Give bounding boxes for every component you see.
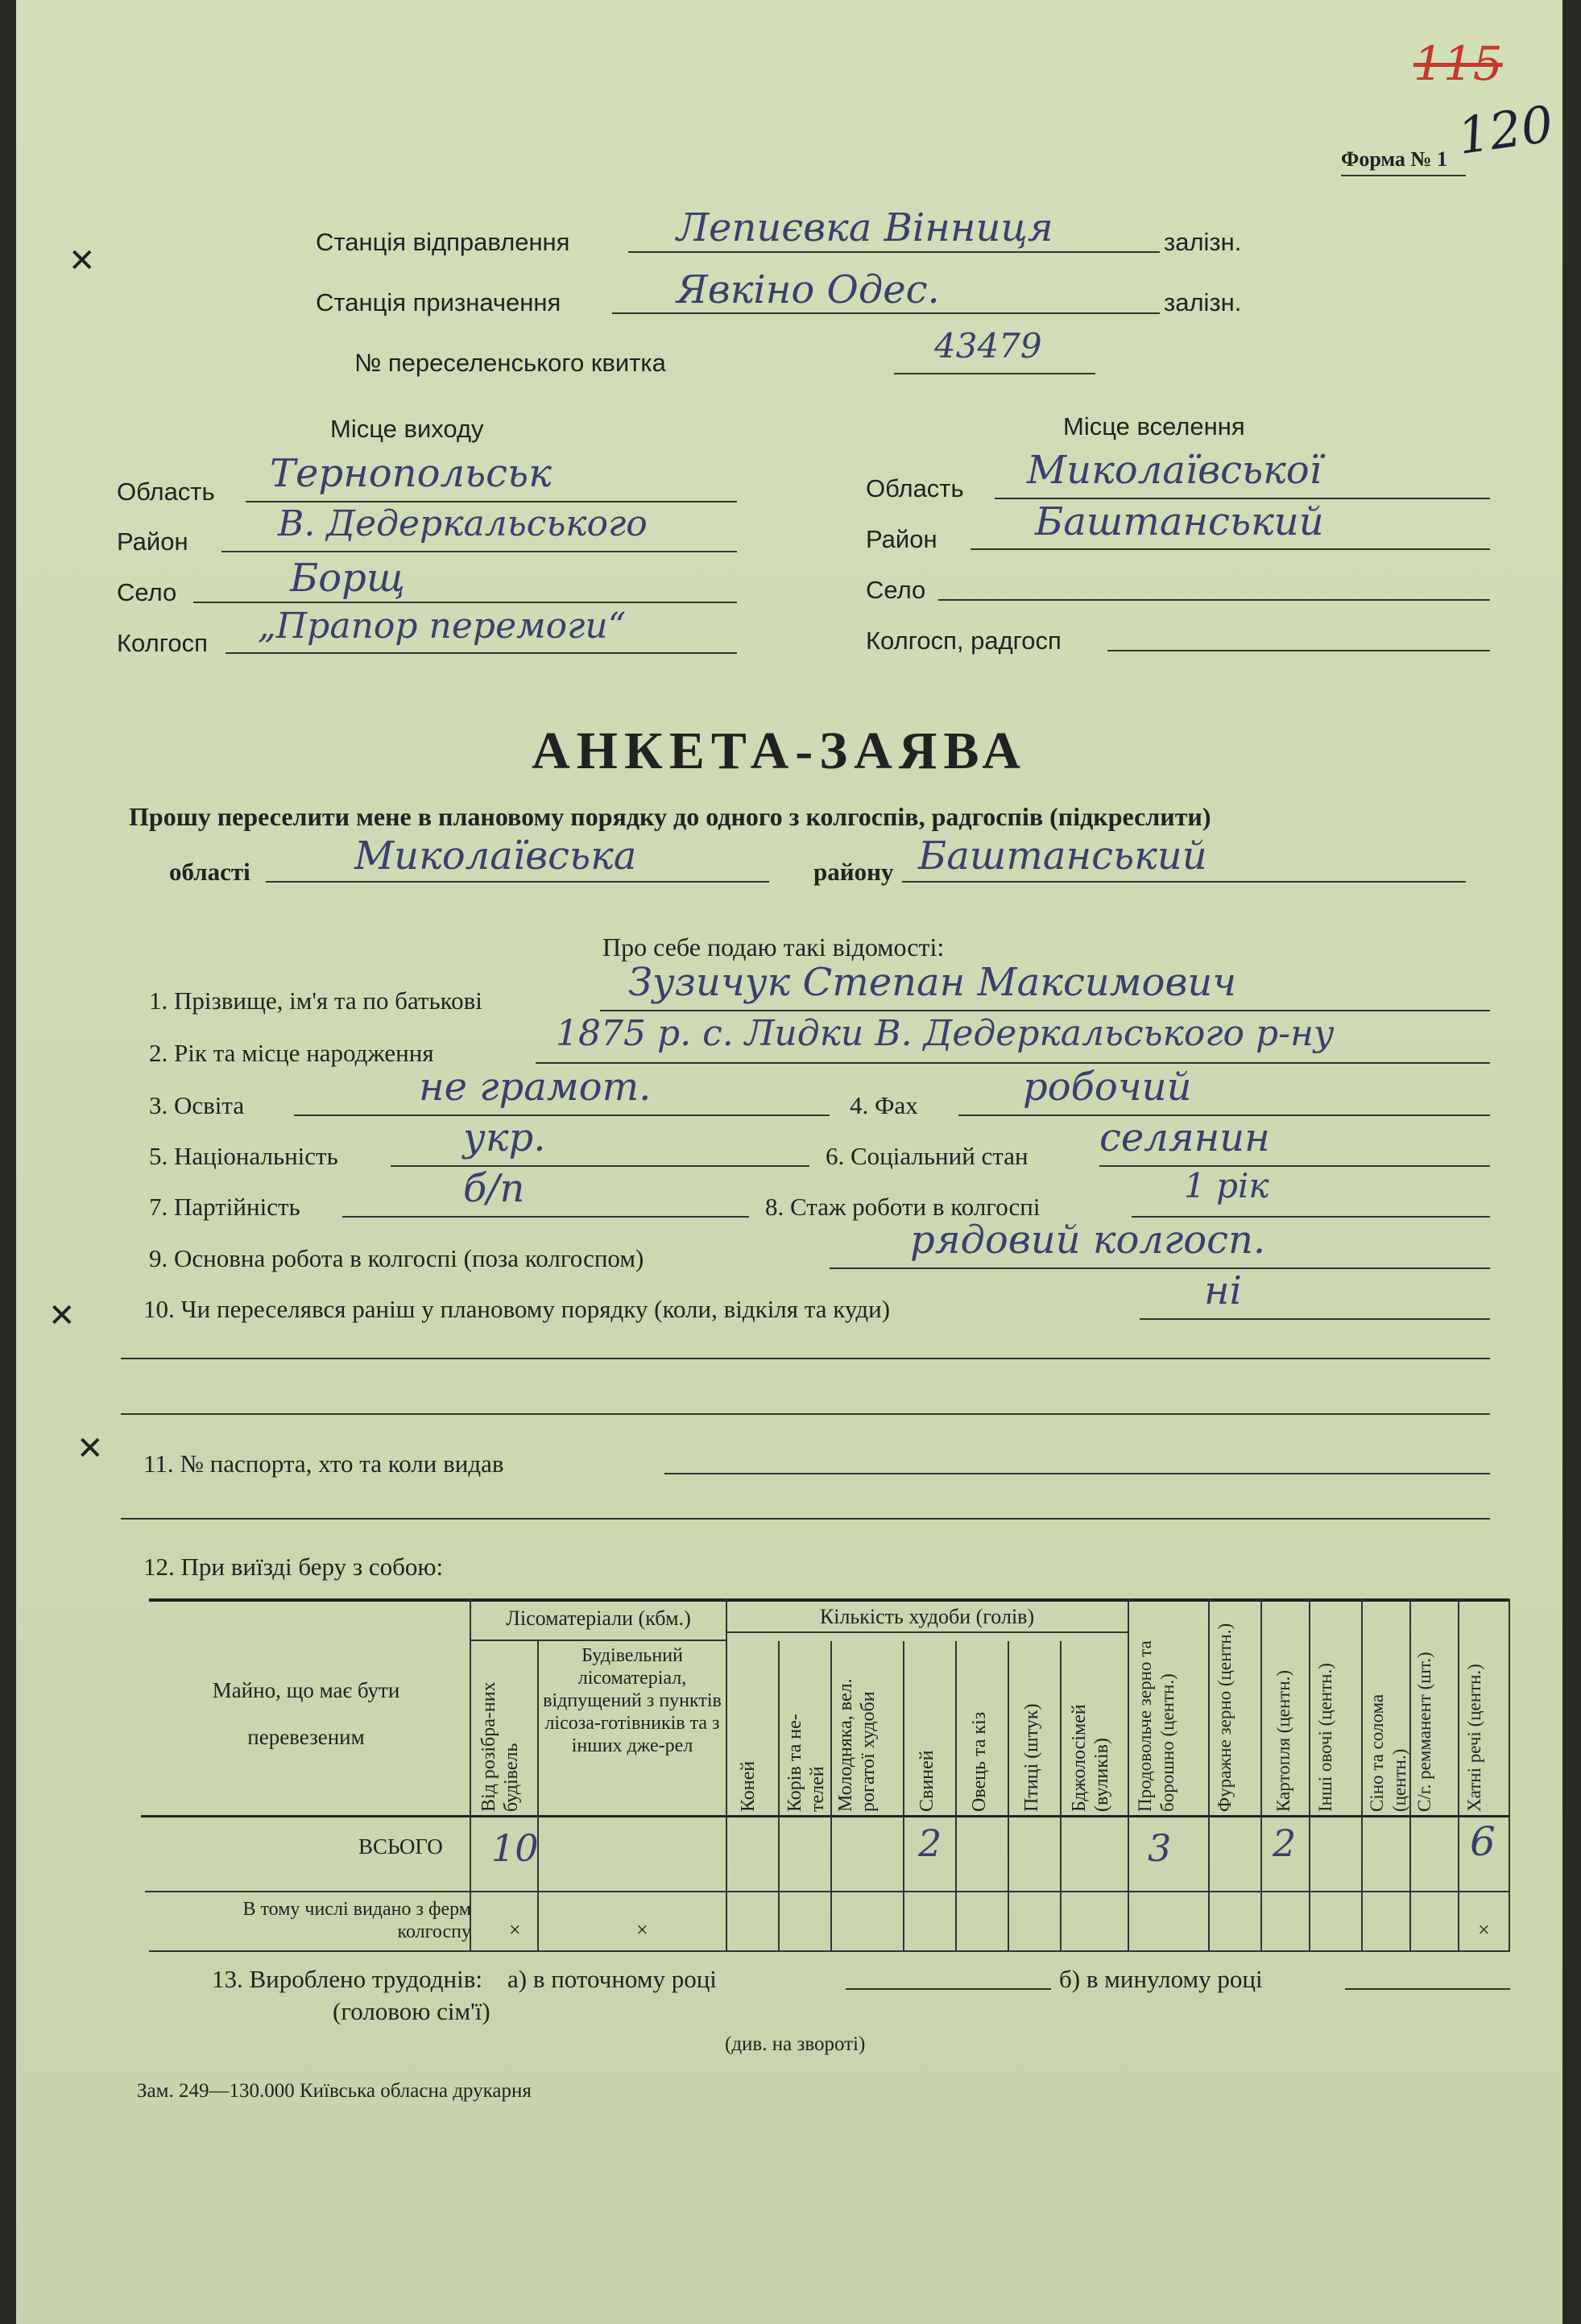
total-row-label: ВСЬОГО <box>358 1834 443 1859</box>
see-back-note: (див. на звороті) <box>725 2033 866 2055</box>
origin-raion-label: Район <box>117 527 188 556</box>
origin-selo-label: Село <box>117 578 177 606</box>
origin-selo-value: Борщ <box>290 556 405 601</box>
col-building-timber: Будівельний лісоматеріал, відпущений з пунктів лісоза-готівників та з інших дже-рел <box>543 1645 722 1756</box>
dest-raion-label: Район <box>866 525 937 553</box>
printer-imprint: Зам. 249—130.000 Київська обласна друкарня <box>137 2080 532 2102</box>
livestock-group-header: Кількість худоби (голів) <box>819 1605 1035 1628</box>
field-2-label: 2. Рік та місце народження <box>149 1039 434 1067</box>
workdays-previous: б) в минулому році <box>1059 1965 1263 1993</box>
workdays-sub: (головою сім'ї) <box>333 1997 490 2025</box>
col-fodder-grain: Фуражне зерно (центн.) <box>1215 1623 1235 1812</box>
field-5-value: укр. <box>463 1115 546 1160</box>
dest-selo-label: Село <box>866 576 926 604</box>
field-10-label: 10. Чи переселявся раніш у плановому порядку (коли, відкіля та куди) <box>143 1295 891 1323</box>
col-other-vegetables: Інші овочі (центн.) <box>1315 1663 1335 1812</box>
origin-oblast-value: Тернопольськ <box>270 451 552 496</box>
field-11-label: 11. № паспорта, хто та коли видав <box>143 1449 504 1478</box>
origin-oblast-label: Область <box>117 478 215 506</box>
farm-row-label: В тому числі видано з ферм колгоспу <box>242 1899 471 1942</box>
field-8-value: 1 рік <box>1184 1166 1269 1205</box>
departure-station-label: Станція відправлення <box>316 228 570 256</box>
field-5-label: 5. Національність <box>149 1142 338 1170</box>
field-7-label: 7. Партійність <box>149 1193 300 1221</box>
col-potatoes: Картопля (центн.) <box>1273 1669 1293 1812</box>
request-oblast-label: області <box>169 858 250 886</box>
farm-from-buildings: × <box>509 1918 521 1941</box>
col-hay-straw: Сіно та солома (центн.) <box>1367 1693 1409 1812</box>
timber-group-header: Лісоматеріали (кбм.) <box>506 1607 691 1630</box>
field-9-label: 9. Основна робота в колгоспі (поза колгоспом) <box>149 1244 644 1272</box>
rail-suffix-1: залізн. <box>1164 228 1242 256</box>
col-young-cattle: Молодняка, вел. рогатої худоби <box>835 1678 879 1812</box>
field-7-value: б/п <box>463 1166 525 1211</box>
col-farm-tools: С/г. ремманент (шт.) <box>1414 1652 1434 1812</box>
origin-kolhosp-label: Колгосп <box>117 629 208 657</box>
dest-oblast-value: Миколаївської <box>1027 448 1322 493</box>
rail-suffix-2: залізн. <box>1164 288 1242 316</box>
farm-building-timber: × <box>636 1918 648 1941</box>
request-text: Прошу переселити мене в плановому порядку до одного з колгоспів, радгоспів (підкреслити) <box>129 802 1211 831</box>
item-header: Майно, що має бути перевезеним <box>212 1678 400 1749</box>
request-oblast-value: Миколаївська <box>354 833 637 879</box>
field-10-value: ні <box>1204 1268 1242 1313</box>
field-6-value: селянин <box>1099 1115 1270 1160</box>
dest-raion-value: Баштанський <box>1035 499 1324 544</box>
origin-kolhosp-value: „Прапор перемоги“ <box>258 606 627 647</box>
col-household-goods: Хатні речі (центн.) <box>1464 1664 1484 1812</box>
request-raion-value: Баштанський <box>918 833 1207 879</box>
origin-raion-value: В. Дедеркальського <box>278 503 648 544</box>
destination-title: Місце вселення <box>1063 412 1245 440</box>
col-beehives: Бджолосімей (вуликів) <box>1069 1704 1112 1812</box>
field-6-label: 6. Соціальний стан <box>826 1142 1028 1170</box>
destination-station-label: Станція призначення <box>316 288 561 316</box>
origin-title: Місце виходу <box>330 415 484 443</box>
margin-mark: ✕ <box>68 242 96 279</box>
field-12-label: 12. При виїзді беру з собою: <box>143 1553 444 1581</box>
field-4-label: 4. Фах <box>850 1091 918 1119</box>
field-4-value: робочий <box>1023 1065 1192 1110</box>
destination-station-value: Явкіно Одес. <box>677 267 940 312</box>
margin-mark: ✕ <box>48 1297 76 1334</box>
ticket-value: 43479 <box>934 326 1042 366</box>
total-food-grain: 3 <box>1148 1826 1172 1870</box>
field-8-label: 8. Стаж роботи в колгоспі <box>765 1193 1041 1221</box>
col-from-buildings: Від розібра-них будівель <box>478 1681 522 1812</box>
field-9-value: рядовий колгосп. <box>910 1218 1266 1263</box>
col-horses: Коней <box>738 1760 759 1812</box>
total-potatoes: 2 <box>1273 1822 1297 1865</box>
col-poultry: Птиці (штук) <box>1021 1703 1042 1812</box>
total-pigs: 2 <box>918 1822 942 1865</box>
field-3-label: 3. Освіта <box>149 1091 245 1119</box>
departure-station-value: Лепиєвка Вінниця <box>677 205 1053 250</box>
ticket-label: № переселенського квитка <box>354 349 666 377</box>
form-number: Форма № 1 <box>1341 147 1448 171</box>
form-sheet <box>16 0 1562 2324</box>
margin-mark: ✕ <box>77 1430 104 1466</box>
field-2-value: 1875 р. с. Лидки В. Дедеркальського р-ну <box>556 1013 1335 1054</box>
col-pigs: Свиней <box>917 1750 937 1812</box>
field-1-label: 1. Прізвище, ім'я та по батькові <box>149 986 482 1015</box>
form-title: АНКЕТА-ЗАЯВА <box>532 722 1027 780</box>
col-cows: Корів та не-телей <box>784 1714 828 1812</box>
col-food-grain: Продовольче зерно та борошно (центн.) <box>1135 1640 1177 1812</box>
field-1-value: Зузичук Степан Максимович <box>628 960 1237 1005</box>
archive-number: 120 <box>1454 94 1557 166</box>
dest-oblast-label: Область <box>866 474 964 502</box>
dest-kolhosp-label: Колгосп, радгосп <box>866 626 1062 655</box>
total-household-goods: 6 <box>1470 1818 1496 1865</box>
workdays-label: 13. Вироблено трудоднів: <box>212 1965 483 1993</box>
request-raion-label: району <box>813 858 894 886</box>
col-sheep-goats: Овець та кіз <box>969 1711 990 1812</box>
archive-number-crossed: 115 <box>1413 36 1503 91</box>
intro-text: Про себе подаю такі відомості: <box>602 932 945 961</box>
workdays-current: а) в поточному році <box>507 1965 717 1993</box>
farm-household-goods: × <box>1478 1918 1490 1941</box>
field-3-value: не грамот. <box>419 1065 652 1110</box>
total-from-buildings: 10 <box>491 1826 539 1870</box>
